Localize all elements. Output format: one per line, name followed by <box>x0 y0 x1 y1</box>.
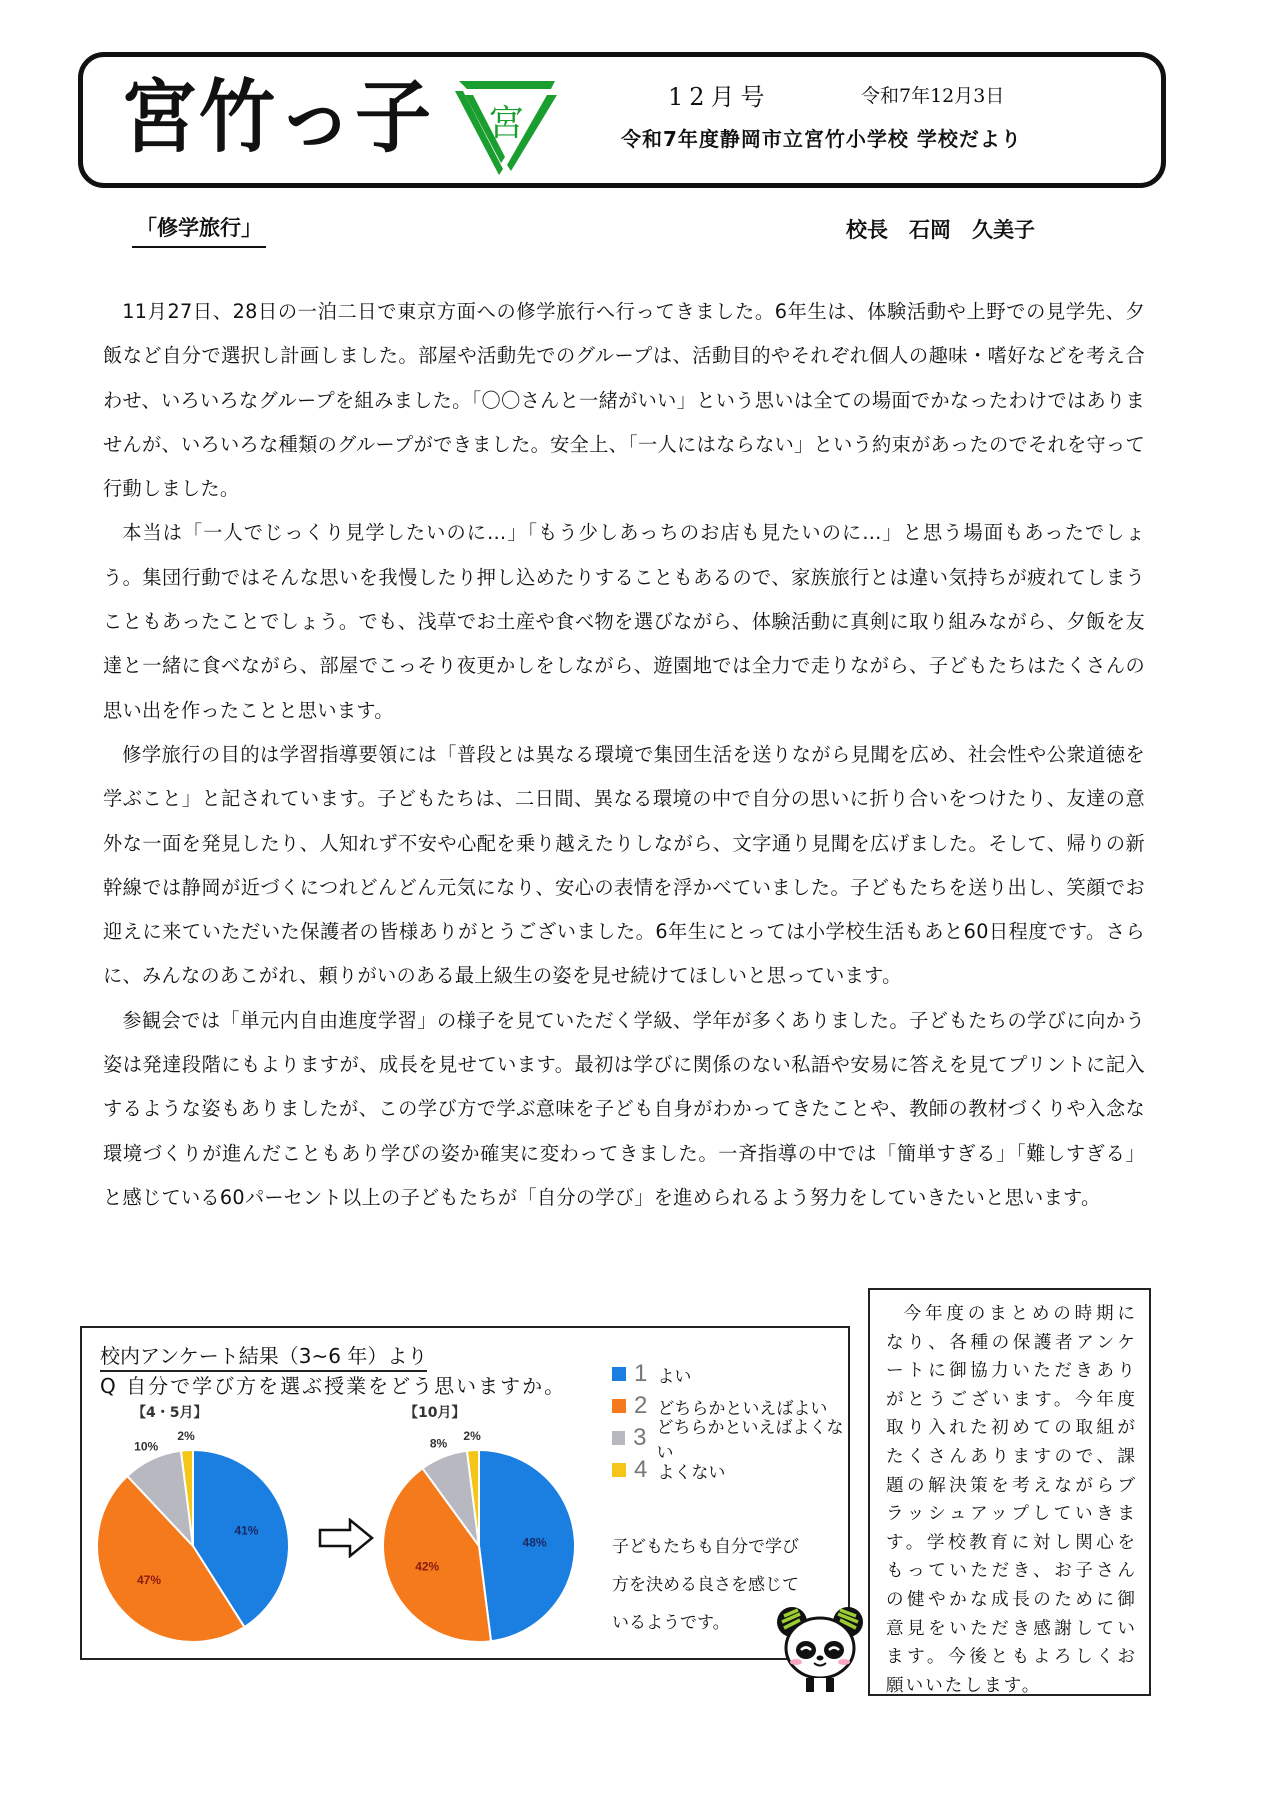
newsletter-subtitle: 令和7年度静岡市立宮竹小学校 学校だより <box>621 127 1022 151</box>
legend-item <box>612 1358 848 1390</box>
legend-number: 4 <box>634 1456 648 1483</box>
pie-data-label: 42% <box>415 1559 440 1574</box>
emblem-char: 宮 <box>487 103 525 144</box>
pie-chart-before <box>88 1408 298 1658</box>
legend-label: どちらかといえばよい <box>657 1398 828 1419</box>
newsletter-title: 宮竹っ子 <box>121 69 433 164</box>
article-body <box>103 290 1145 1220</box>
parents-note <box>868 1288 1151 1696</box>
note-text: 今年度のまとめの時期になり、各種の保護者アンケートに御協力いただきありがとうございます。今年度取り入れた初めての取組がたくさんありますので、課題の解決策を考えながらブラッシュアップしていきます。学校教育に対し関心をもっていただき、お子さんの健やかな成長のために御意見をいただき感謝しています。今後ともよろしくお願いいたします。 <box>886 1304 1137 1696</box>
pie-chart-after <box>374 1408 584 1658</box>
school-emblem-icon <box>451 75 561 175</box>
legend-number: 3 <box>633 1424 647 1451</box>
issue-label: 12月号 <box>668 83 771 111</box>
legend-swatch <box>612 1431 625 1445</box>
paragraph: 11月27日、28日の一泊二日で東京方面への修学旅行へ行ってきました。6年生は、体験活動や上野での見学先、夕飯など自分で選択し計画しました。部屋や活動先でのグループは、活動目的やそれぞれ個人の趣味・嗜好などを考え合わせ、いろいろなグループを組みました。「〇〇さんと一緒がいい」という思いは全ての場面でかなったわけではありませんが、いろいろな種類のグループができました。安全上、「一人にはならない」という約束があったのでそれを守って行動しました。 <box>103 300 1145 501</box>
pie-data-label: 2% <box>177 1429 195 1444</box>
pie-data-label: 8% <box>429 1436 448 1451</box>
issue-date: 令和7年12月3日 <box>861 85 1005 107</box>
legend-label: よい <box>657 1366 692 1387</box>
legend-number: 1 <box>634 1360 648 1387</box>
paragraph: 本当は「一人でじっくり見学したいのに…」「もう少しあっちのお店も見たいのに…」と思う場面もあったでしょう。集団行動ではそんな思いを我慢したり押し込めたりすることもあるので、家族旅行とは違い気持ちが疲れてしまうこともあったことでしょう。でも、浅草でお土産や食べ物を選びながら、体験活動に真剣に取り組みながら、夕飯を友達と一緒に食べながら、部屋でこっそり夜更かしをしながら、遊園地では全力で走りながら、子どもたちはたくさんの思い出を作ったことと思います。 <box>103 521 1145 722</box>
legend-swatch <box>612 1463 626 1477</box>
survey-question: Q 自分で学び方を選ぶ授業をどう思いますか。 <box>100 1374 567 1398</box>
pie-data-label: 41% <box>234 1523 259 1538</box>
pie-data-label: 48% <box>522 1535 547 1550</box>
legend-swatch <box>612 1399 626 1413</box>
pie-data-label: 2% <box>463 1429 481 1444</box>
panda-mascot-icon <box>772 1600 868 1692</box>
pie-data-label: 47% <box>136 1573 162 1588</box>
chart-title-before: 【4・5月】 <box>132 1405 208 1421</box>
legend-label: どちらかといえばよくない <box>656 1418 844 1463</box>
legend-swatch <box>612 1367 626 1381</box>
article-title: 「修学旅行」 <box>132 212 266 248</box>
chart-title-after: 【10月】 <box>404 1405 466 1421</box>
paragraph: 参観会では「単元内自由進度学習」の様子を見ていただく学級、学年が多くありました。子どもたちの学びに向かう姿は発達段階にもよりますが、成長を見せています。最初は学びに関係のない私語や安易に答えを見てプリントに記入するような姿もありましたが、この学び方で学ぶ意味を子ども自身がわかってきたことや、教師の教材づくりや入念な環境づくりが進んだこともあり学びの姿か確実に変わってきました。一斉指導の中では「簡単すぎる」「難しすぎる」と感じている60パーセント以上の子どもたちが「自分の学び」を進められるよう努力をしていきたいと思います。 <box>103 1008 1145 1209</box>
pie-data-label: 10% <box>134 1439 159 1454</box>
survey-comment: 子どもたちも自分で学び方を決める良さを感じているようです。 <box>612 1537 799 1633</box>
article-author: 校長 石岡 久美子 <box>846 218 1035 242</box>
legend-item <box>612 1418 848 1463</box>
survey-panel <box>80 1326 850 1660</box>
paragraph: 修学旅行の目的は学習指導要領には「普段とは異なる環境で集団生活を送りながら見聞を広め、社会性や公衆道徳を学ぶこと」と記されています。子どもたちは、二日間、異なる環境の中で自分の思いに折り合いをつけたり、友達の意外な一面を発見したり、人知れず不安や心配を乗り越えたりしながら、文字通り見聞を広げました。そして、帰りの新幹線では静岡が近づくにつれどんどん元気になり、安心の表情を浮かべていました。子どもたちを送り出し、笑顔でお迎えに来ていただいた保護者の皆様ありがとうございました。6年生にとっては小学校生活もあと60日程度です。さらに、みんなのあこがれ、頼りがいのある最上級生の姿を見せ続けてほしいと思っています。 <box>103 742 1145 988</box>
chart-legend <box>612 1358 848 1486</box>
legend-label: よくない <box>657 1462 726 1483</box>
survey-title: 校内アンケート結果（3~6 年）より <box>100 1340 427 1372</box>
masthead <box>78 52 1166 188</box>
legend-number: 2 <box>634 1392 648 1419</box>
right-arrow-icon <box>318 1518 374 1558</box>
